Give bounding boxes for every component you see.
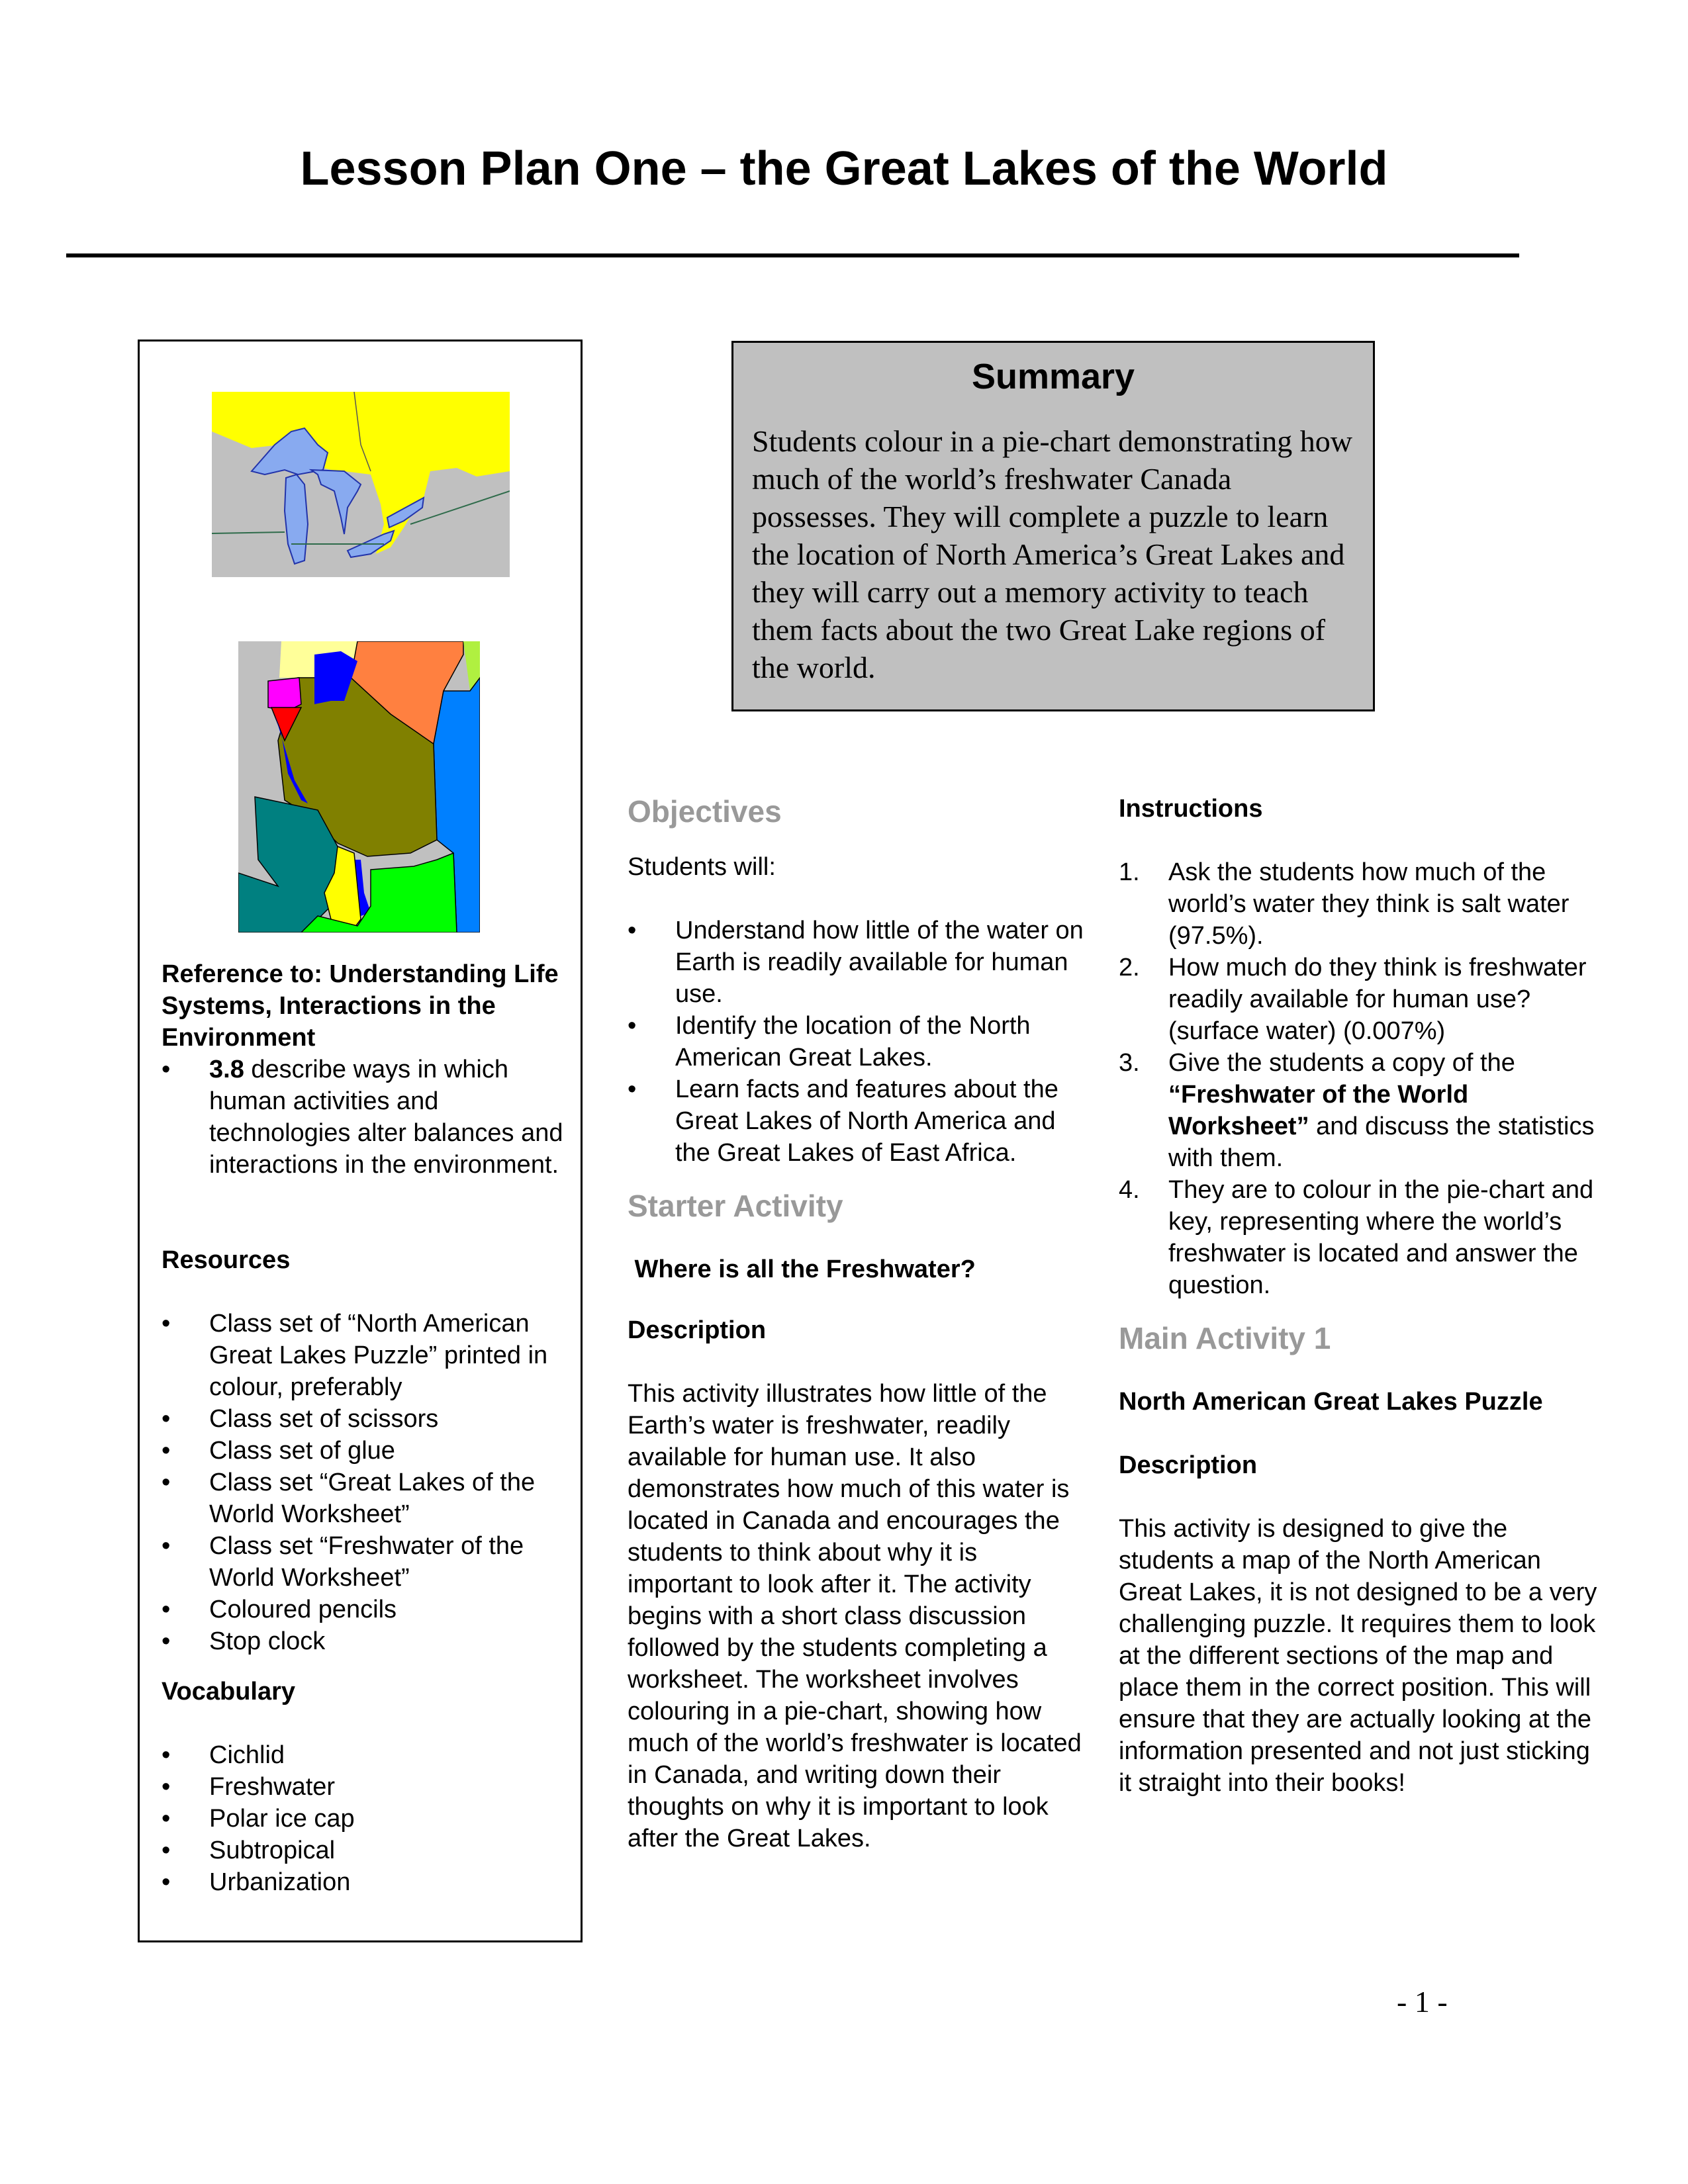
objectives-intro: Students will: (628, 853, 776, 881)
main-activity-heading: Main Activity 1 (1119, 1321, 1331, 1355)
vocabulary-item: • Urbanization (162, 1866, 565, 1898)
starter-description-heading: Description (628, 1316, 767, 1344)
page-number: - 1 - (1397, 1985, 1448, 2019)
instruction-item: 2. How much do they think is freshwater readily available for human use? (surface water) (0.007%) (1119, 954, 1587, 1045)
objective-item: • Understand how little of the water on Earth is readily available for human use. (628, 915, 1084, 1010)
reference-code: 3.8 (209, 1056, 244, 1083)
reference-list (162, 1054, 565, 1181)
resource-item: • Class set of scissors (162, 1403, 565, 1435)
objectives-heading: Objectives (628, 794, 782, 829)
reference-heading: Reference to: Understanding Life Systems, Interactions in the Environment (162, 960, 559, 1052)
objective-item: • Learn facts and features about the Great Lakes of North America and the Great Lakes of East Africa. (628, 1073, 1084, 1169)
resource-item: • Class set of “North American Great Lakes Puzzle” printed in colour, preferably (162, 1308, 565, 1403)
instruction-item: 3. Give the students a copy of the “Freshwater of the World Worksheet” and discuss the statistics with them. (1119, 1049, 1595, 1172)
starter-description: This activity illustrates how little of the Earth’s water is freshwater, readily available for human use. It also demonstrates how much of this water is located in Canada and encourages the students to think about why it is important to look after it. The activity begins with a short class discussion followed by the students completing a worksheet. The worksheet involves colouring in a pie-chart, showing how much of the world’s freshwater is located in Canada, and writing down their thoughts on why it is important to look after the Great Lakes. (628, 1380, 1082, 1852)
instructions-heading: Instructions (1119, 795, 1263, 823)
east-african-great-lakes-map-image (238, 641, 480, 933)
reference-item (162, 1054, 565, 1181)
resource-item: • Class set of glue (162, 1435, 565, 1467)
objectives-list (628, 915, 1084, 1169)
page-title: Lesson Plan One – the Great Lakes of the World (300, 142, 1388, 195)
resources-section (162, 1244, 565, 1898)
vocabulary-item: • Subtropical (162, 1835, 565, 1866)
title-divider (66, 253, 1519, 257)
resources-heading: Resources (162, 1246, 291, 1274)
starter-activity-subtitle: Where is all the Freshwater? (628, 1255, 976, 1283)
summary-body: Students colour in a pie-chart demonstrating how much of the world’s freshwater Canada possesses. They will complete a puzzle to learn the location of North America’s Great Lakes and they will carry out a memory activity to teach them facts about the two Great Lake regions of the world. (752, 424, 1353, 684)
resource-item: • Class set “Freshwater of the World Worksheet” (162, 1530, 565, 1594)
main-activity-subtitle: North American Great Lakes Puzzle (1119, 1388, 1543, 1416)
vocabulary-item: • Cichlid (162, 1739, 565, 1771)
objectives-section (628, 793, 1084, 1854)
vocabulary-item: • Polar ice cap (162, 1803, 565, 1835)
summary-box (731, 341, 1375, 711)
summary-title: Summary (971, 357, 1135, 396)
resource-item: • Stop clock (162, 1625, 565, 1657)
vocabulary-list (162, 1739, 565, 1898)
instruction-item: 4. They are to colour in the pie-chart and key, representing where the world’s freshwater is located and answer the question. (1119, 1176, 1594, 1299)
curriculum-reference (162, 958, 565, 1181)
resource-item: • Class set “Great Lakes of the World Worksheet” (162, 1467, 565, 1530)
objective-item: • Identify the location of the North American Great Lakes. (628, 1010, 1084, 1073)
worksheet-title: “Freshwater of the World Worksheet” (1168, 1081, 1469, 1140)
resources-list (162, 1308, 565, 1657)
vocabulary-heading: Vocabulary (162, 1678, 296, 1706)
main-activity-description-heading: Description (1119, 1451, 1258, 1479)
starter-activity-heading: Starter Activity (628, 1189, 843, 1223)
reference-text: describe ways in which human activities and technologies alter balances and interactions in the environment. (209, 1056, 563, 1179)
instructions-section (1119, 793, 1602, 1799)
resource-item: • Coloured pencils (162, 1594, 565, 1625)
north-american-great-lakes-map-image (212, 392, 510, 577)
main-activity-description: This activity is designed to give the students a map of the North American Great Lakes, it is not designed to be a very challenging puzzle. It requires them to look at the different sections of the map and place them in the correct position. This will ensure that they are actually looking at the information presented and not just sticking it straight into their books! (1119, 1515, 1597, 1797)
instructions-list (1119, 856, 1602, 1301)
instruction-item: 1. Ask the students how much of the world’s water they think is salt water (97.5%). (1119, 858, 1570, 950)
vocabulary-item: • Freshwater (162, 1771, 565, 1803)
